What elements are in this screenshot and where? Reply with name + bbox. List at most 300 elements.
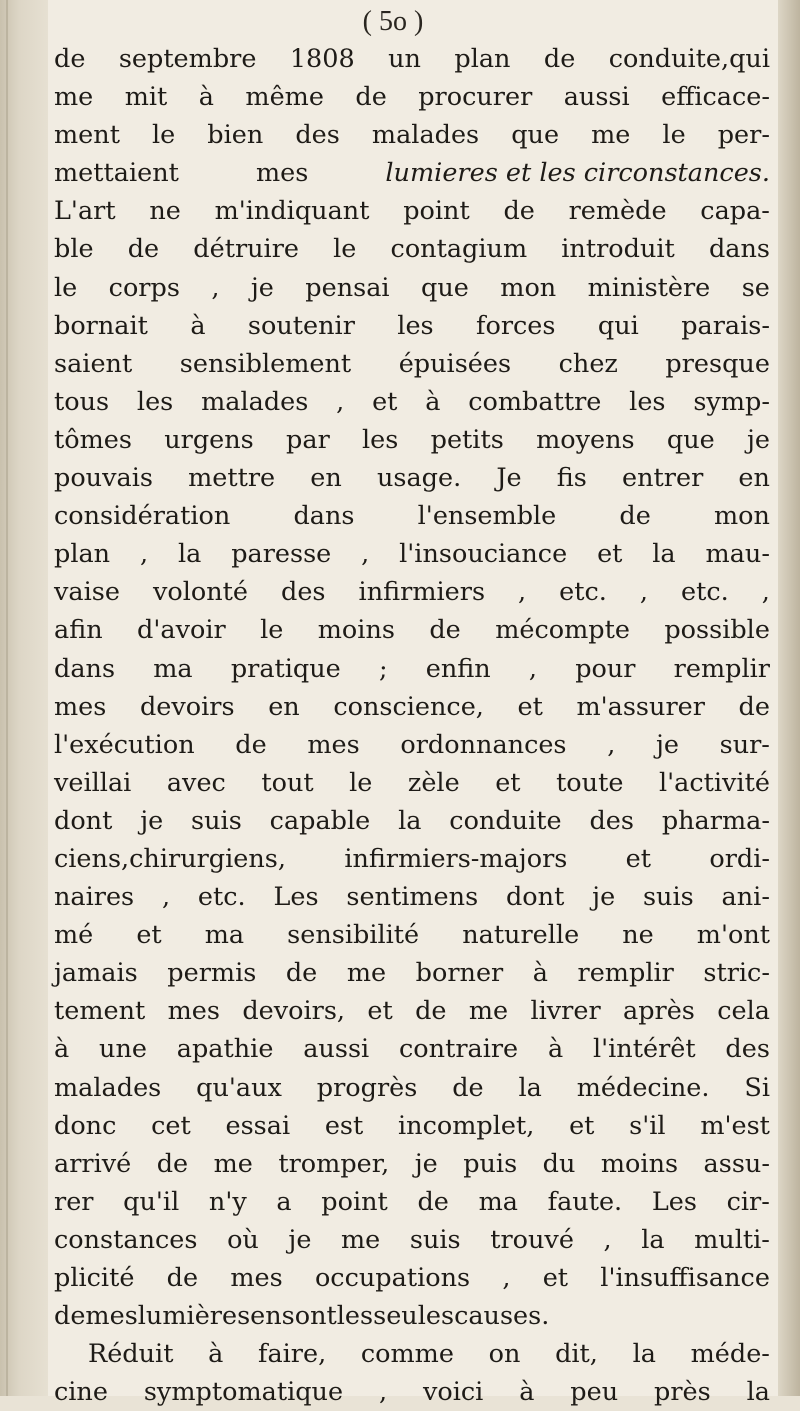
word: sentimens: [346, 882, 479, 913]
binding-edge-left: [0, 0, 48, 1396]
word: je: [288, 1224, 312, 1255]
word: infirmiers-majors: [344, 843, 568, 874]
word: pouvais: [54, 463, 153, 494]
text-line: [54, 1335, 770, 1373]
word: per-: [717, 120, 770, 151]
word: pensai: [305, 272, 390, 303]
word: même: [245, 82, 324, 113]
word: et: [597, 539, 623, 570]
word: ,: [211, 272, 220, 303]
word: paresse: [231, 539, 332, 570]
word: soutenir: [247, 310, 355, 341]
text-line: [54, 688, 770, 726]
word: bien: [207, 120, 264, 151]
word: Si: [744, 1072, 770, 1103]
word: se: [741, 272, 770, 303]
word: me: [213, 1148, 253, 1179]
word: ,: [603, 1224, 612, 1255]
text-line: [54, 230, 770, 268]
word: sont: [281, 1301, 337, 1332]
word: à: [54, 1034, 70, 1065]
word: zèle: [407, 767, 460, 798]
word: plicité: [54, 1263, 135, 1293]
word: n'y: [208, 1186, 247, 1217]
word: et: [136, 920, 162, 951]
word: moyens: [536, 424, 635, 455]
word: parais-: [681, 310, 770, 341]
word: médecine.: [576, 1072, 710, 1103]
text-line: [54, 878, 770, 916]
word: ,: [639, 577, 649, 608]
body-text: [54, 40, 770, 1411]
word: des: [589, 805, 634, 836]
word: cine: [54, 1377, 108, 1408]
word: chez: [558, 348, 618, 379]
word: dont: [505, 882, 565, 913]
word: procurer: [418, 82, 533, 113]
word: je: [250, 272, 274, 303]
word: mé: [54, 920, 94, 951]
word: des: [281, 577, 326, 608]
word: pratique: [230, 653, 341, 684]
word: en: [250, 1301, 282, 1332]
word: de: [285, 958, 318, 989]
word: sensibilité: [287, 920, 420, 951]
text-line: [54, 307, 770, 345]
word: me: [591, 120, 631, 151]
word: et: [625, 843, 652, 874]
word: me: [468, 996, 509, 1027]
word: livrer: [530, 996, 601, 1027]
word: et: [542, 1263, 569, 1293]
word: progrès: [316, 1072, 418, 1103]
word: causes.: [454, 1301, 550, 1332]
word: Les: [651, 1186, 697, 1217]
word: l'insouciance: [399, 539, 568, 570]
word: capa-: [700, 196, 770, 227]
word: a: [276, 1186, 292, 1217]
word: symptomatique: [143, 1377, 344, 1408]
word: permis: [167, 958, 257, 989]
word: tous: [54, 386, 110, 417]
word: méde-: [690, 1339, 770, 1370]
word: plan: [54, 539, 111, 570]
text-line: [54, 1373, 770, 1411]
word: en: [310, 463, 342, 494]
word: ne: [622, 920, 654, 951]
word: de: [417, 1186, 449, 1217]
word: Réduit: [88, 1339, 174, 1370]
text-line: [54, 154, 770, 192]
word: occupations: [314, 1263, 471, 1293]
word: cela: [717, 996, 770, 1027]
text-line: [54, 726, 770, 764]
word: ma: [204, 920, 245, 951]
word: les: [136, 386, 174, 417]
text-line: [54, 459, 770, 497]
word: ,: [528, 653, 537, 684]
word: point: [321, 1186, 388, 1217]
word: dans: [293, 501, 355, 532]
word: en: [738, 463, 770, 494]
word: dit,: [555, 1339, 598, 1370]
word: donc: [54, 1110, 117, 1141]
word: malades: [54, 1072, 162, 1103]
word: Je: [496, 463, 522, 494]
word: incomplet,: [398, 1110, 535, 1141]
word: suis: [409, 1224, 461, 1255]
word: vaise: [54, 577, 120, 608]
word: symp-: [693, 386, 770, 417]
word: l'ensemble: [417, 501, 557, 532]
word: les: [362, 424, 399, 455]
word: m'ont: [696, 920, 770, 951]
page-number: ( 5o ): [362, 6, 424, 37]
word: conduite,qui: [608, 44, 770, 74]
word: rer: [54, 1186, 94, 1217]
word: constances: [54, 1224, 198, 1255]
text-line: [54, 916, 770, 954]
word: ciens,chirurgiens,: [54, 843, 286, 874]
word: l'intérêt: [592, 1034, 696, 1065]
word: septembre: [118, 44, 257, 74]
word: m'indiquant: [214, 196, 370, 227]
text-line: [54, 1297, 770, 1335]
word: ment: [54, 120, 120, 151]
word: et: [495, 767, 521, 798]
word: contagium: [390, 234, 528, 265]
word: naturelle: [462, 920, 580, 951]
word: apathie: [176, 1034, 274, 1065]
word: petits: [430, 424, 504, 455]
word: qu'aux: [196, 1072, 282, 1103]
word: dans: [708, 234, 770, 265]
word: de: [235, 729, 267, 760]
word: cir-: [726, 1186, 770, 1217]
text-line: [54, 535, 770, 573]
word: la: [746, 1377, 770, 1408]
word: me: [346, 958, 387, 989]
word: de: [166, 1263, 199, 1293]
word: ble: [54, 234, 94, 265]
word: volonté: [152, 577, 248, 608]
word: les: [336, 1301, 374, 1332]
word: tromper,: [278, 1148, 390, 1179]
word: ,: [378, 1377, 388, 1408]
word: contraire: [399, 1034, 519, 1065]
word: ordi-: [709, 843, 770, 874]
word: trouvé: [490, 1224, 574, 1255]
word: puis: [463, 1148, 518, 1179]
text-line: [54, 1030, 770, 1068]
word: et: [372, 386, 398, 417]
word: tement: [54, 996, 146, 1027]
word: moins: [317, 615, 395, 646]
word: une: [99, 1034, 147, 1065]
word: de: [543, 44, 576, 74]
word: la: [632, 1339, 656, 1370]
word: ordonnances: [400, 729, 567, 760]
text-line: [54, 116, 770, 154]
word: avec: [166, 767, 226, 798]
word: ,: [761, 577, 770, 608]
word: de: [452, 1072, 484, 1103]
text-line: [54, 1069, 770, 1107]
word: à: [198, 82, 214, 113]
text-line: [54, 1259, 770, 1297]
word: sensiblement: [179, 348, 352, 379]
word: ;: [378, 653, 388, 684]
word: à: [425, 386, 441, 417]
word: veillai: [54, 767, 132, 798]
text-line: [54, 954, 770, 992]
word: le: [152, 120, 176, 151]
word: que: [666, 424, 715, 455]
word: ministère: [587, 272, 711, 303]
word: dans: [54, 653, 116, 684]
text-line: [54, 40, 770, 78]
word: afin: [54, 615, 103, 646]
word: capable: [269, 805, 371, 836]
word: ,: [336, 386, 345, 417]
word: pharma-: [661, 805, 770, 836]
word: est: [324, 1110, 364, 1141]
word: arrivé: [54, 1148, 132, 1179]
word: des: [295, 120, 340, 151]
word: m'assurer: [576, 691, 705, 722]
word: la: [398, 805, 422, 836]
text-line: [54, 611, 770, 649]
word: infirmiers: [358, 577, 486, 608]
text-line: [54, 345, 770, 383]
word: presque: [665, 348, 770, 379]
word: à: [519, 1377, 535, 1408]
text-line: [54, 650, 770, 688]
word: de: [355, 82, 387, 113]
book-page: [48, 0, 778, 1408]
word: m'est: [700, 1110, 770, 1141]
word: point: [403, 196, 470, 227]
word: un: [388, 44, 421, 74]
word: et: [569, 1110, 595, 1141]
text-line: [54, 1183, 770, 1221]
word: cet: [151, 1110, 191, 1141]
word: l'activité: [658, 767, 770, 798]
word: enfin: [425, 653, 491, 684]
word: je: [414, 1148, 438, 1179]
word: en: [268, 691, 300, 722]
word: le: [260, 615, 284, 646]
word: de: [619, 501, 651, 532]
word: me: [54, 82, 94, 113]
word: et: [517, 691, 543, 722]
word: mes: [85, 1301, 138, 1332]
word: plan: [454, 44, 511, 74]
word: mes: [54, 691, 107, 722]
word: ,: [161, 882, 171, 913]
word: etc.: [197, 882, 246, 913]
word: par: [286, 424, 330, 455]
word: entrer: [622, 463, 704, 494]
word: je: [140, 805, 164, 836]
word: mettre: [188, 463, 276, 494]
word: mau-: [705, 539, 770, 570]
word: ,: [607, 729, 616, 760]
word: le: [349, 767, 373, 798]
word: forces: [476, 310, 556, 341]
word: à: [547, 1034, 564, 1065]
word: essai: [225, 1110, 291, 1141]
word: les: [629, 386, 666, 417]
word: la: [518, 1072, 542, 1103]
word: malades: [371, 120, 480, 151]
word: naires: [54, 882, 135, 913]
text-line: [54, 840, 770, 878]
word: devoirs,: [242, 996, 346, 1027]
text-line: [54, 383, 770, 421]
word: du: [542, 1148, 576, 1179]
word: ani-: [721, 882, 770, 913]
word: le: [54, 272, 78, 303]
word: les: [397, 310, 434, 341]
word: l'insuffisance: [600, 1263, 770, 1293]
word: aussi: [303, 1034, 370, 1065]
word: mit: [124, 82, 168, 113]
word: mes: [230, 1263, 283, 1293]
word: ,: [518, 577, 527, 608]
word: la: [641, 1224, 665, 1255]
word: urgens: [164, 424, 254, 455]
word: où: [227, 1224, 259, 1255]
text-line: [54, 764, 770, 802]
word: sur-: [719, 729, 770, 760]
word: ,: [502, 1263, 511, 1293]
text-line: [54, 1107, 770, 1145]
word: Les: [273, 882, 319, 913]
word: bornait: [54, 310, 148, 341]
word: mon: [500, 272, 557, 303]
word: etc.: [681, 577, 729, 608]
word: L'art: [54, 196, 116, 227]
word: combattre: [468, 386, 602, 417]
word: fis: [556, 463, 587, 494]
word: efficace-: [661, 82, 770, 113]
word: mon: [714, 501, 770, 532]
word: de: [127, 234, 160, 265]
page-edge-right: [778, 0, 800, 1396]
word: moins: [600, 1148, 679, 1179]
text-line: [54, 421, 770, 459]
word: etc.: [559, 577, 607, 608]
word: le: [333, 234, 357, 265]
word: après: [623, 996, 695, 1027]
word: de: [54, 44, 86, 74]
word: la: [177, 539, 202, 570]
word: tômes: [54, 424, 132, 455]
word: que: [421, 272, 469, 303]
text-line: [54, 269, 770, 307]
text-line: [54, 573, 770, 611]
word: l'exécution: [54, 729, 195, 760]
word: mécompte: [495, 615, 630, 646]
word: aussi: [563, 82, 630, 113]
word: des: [725, 1034, 770, 1065]
word: faire,: [258, 1339, 327, 1370]
word: s'il: [629, 1110, 666, 1141]
text-line: [54, 192, 770, 230]
text-line: [54, 1221, 770, 1259]
word: à: [190, 310, 206, 341]
word: remplir: [577, 958, 674, 989]
word: tout: [261, 767, 314, 798]
word: assu-: [703, 1148, 770, 1179]
word: de: [738, 691, 770, 722]
word: de: [54, 1301, 86, 1332]
word: remplir: [673, 653, 770, 684]
word: mettaient: [54, 158, 179, 189]
word: qui: [597, 310, 639, 341]
word: suis: [642, 882, 694, 913]
word: près: [654, 1377, 711, 1408]
word: suis: [191, 805, 242, 836]
text-line: [54, 992, 770, 1030]
word: usage.: [376, 463, 462, 494]
word: considération: [54, 501, 231, 532]
text-line: [54, 497, 770, 535]
word: me: [341, 1224, 381, 1255]
word: ne: [149, 196, 181, 227]
word: lumieres et les circonstances.: [385, 158, 770, 189]
word: ,: [361, 539, 370, 570]
word: à: [208, 1339, 224, 1370]
word: le: [662, 120, 686, 151]
word: 1808: [289, 44, 355, 74]
word: de: [415, 996, 447, 1027]
word: remède: [568, 196, 667, 227]
word: corps: [108, 272, 180, 303]
word: et: [367, 996, 393, 1027]
word: borner: [415, 958, 504, 989]
word: saient: [54, 348, 133, 379]
word: introduit: [561, 234, 675, 265]
word: mes: [167, 996, 220, 1027]
word: je: [655, 729, 679, 760]
text-line: [54, 802, 770, 840]
word: toute: [556, 767, 624, 798]
word: mes: [255, 158, 309, 189]
word: la: [652, 539, 676, 570]
text-line: [54, 1145, 770, 1183]
word: d'avoir: [137, 615, 226, 646]
word: faute.: [547, 1186, 623, 1217]
word: je: [746, 424, 770, 455]
word: détruire: [193, 234, 299, 265]
word: lumières: [137, 1301, 251, 1332]
word: comme: [360, 1339, 454, 1370]
word: qu'il: [123, 1186, 180, 1217]
word: mes: [307, 729, 360, 760]
word: stric-: [703, 958, 770, 989]
word: de: [503, 196, 535, 227]
word: je: [592, 882, 616, 913]
word: de: [429, 615, 461, 646]
word: possible: [664, 615, 770, 646]
word: ma: [478, 1186, 518, 1217]
word: devoirs: [139, 691, 235, 722]
word: de: [156, 1148, 189, 1179]
word: peu: [570, 1377, 619, 1408]
word: épuisées: [398, 348, 512, 379]
